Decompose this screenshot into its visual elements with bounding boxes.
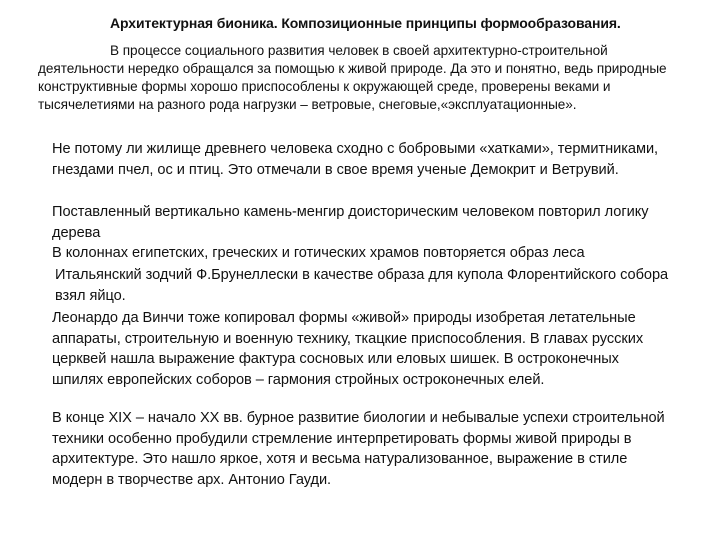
paragraph-modern: В конце XIX – начало XX вв. бурное развитие биологии и небывалые успехи строительной техники особенно пробудили стремление интерпретировать формы живой природы в архитектуре. Это нашло яркое, хотя и весьма натурализованное, выражение в стиле модерн в творчестве арх. Антонио Гауди. <box>52 410 665 488</box>
paragraph-dwellings: Не потому ли жилище древнего человека сходно с бобровыми «хатками», термитниками, гнездами пчел, ос и птиц. Это отмечали в свое время ученые Демокрит и Ветрувий. <box>52 141 659 178</box>
paragraph-menhir: Поставленный вертикально камень-менгир доисторическим человеком повторил логику дерева <box>52 204 649 241</box>
page-title: Архитектурная бионика. Композиционные принципы формообразования. <box>110 15 621 31</box>
paragraph-columns: В колоннах египетских, греческих и готических храмов повторяется образ леса <box>52 245 585 261</box>
paragraph-leonardo: Леонардо да Винчи тоже копировал формы «живой» природы изобретая летательные аппараты, строительную и военную технику, ткацкие приспособления. В главах русских церквей нашла выражение фактура сосновых или еловых шишек. В остроконечных шпилях европейских соборов – гармония стройных остроконечных елей. <box>52 310 644 388</box>
intro-paragraph: В процессе социального развития человек в своей архитектурно-строительной деятельности нередко обращался за помощью к живой природе. Да это и понятно, ведь природные конструктивные формы хорошо приспособлены к окружающей среде, проверены веками и тысячелетиями на разного рода нагрузки – ветровые, снеговые,«эксплуатационные». <box>38 43 667 112</box>
paragraph-brunelleschi: Итальянский зодчий Ф.Брунеллески в качестве образа для купола Флорентийского собора взял яйцо. <box>55 267 669 304</box>
